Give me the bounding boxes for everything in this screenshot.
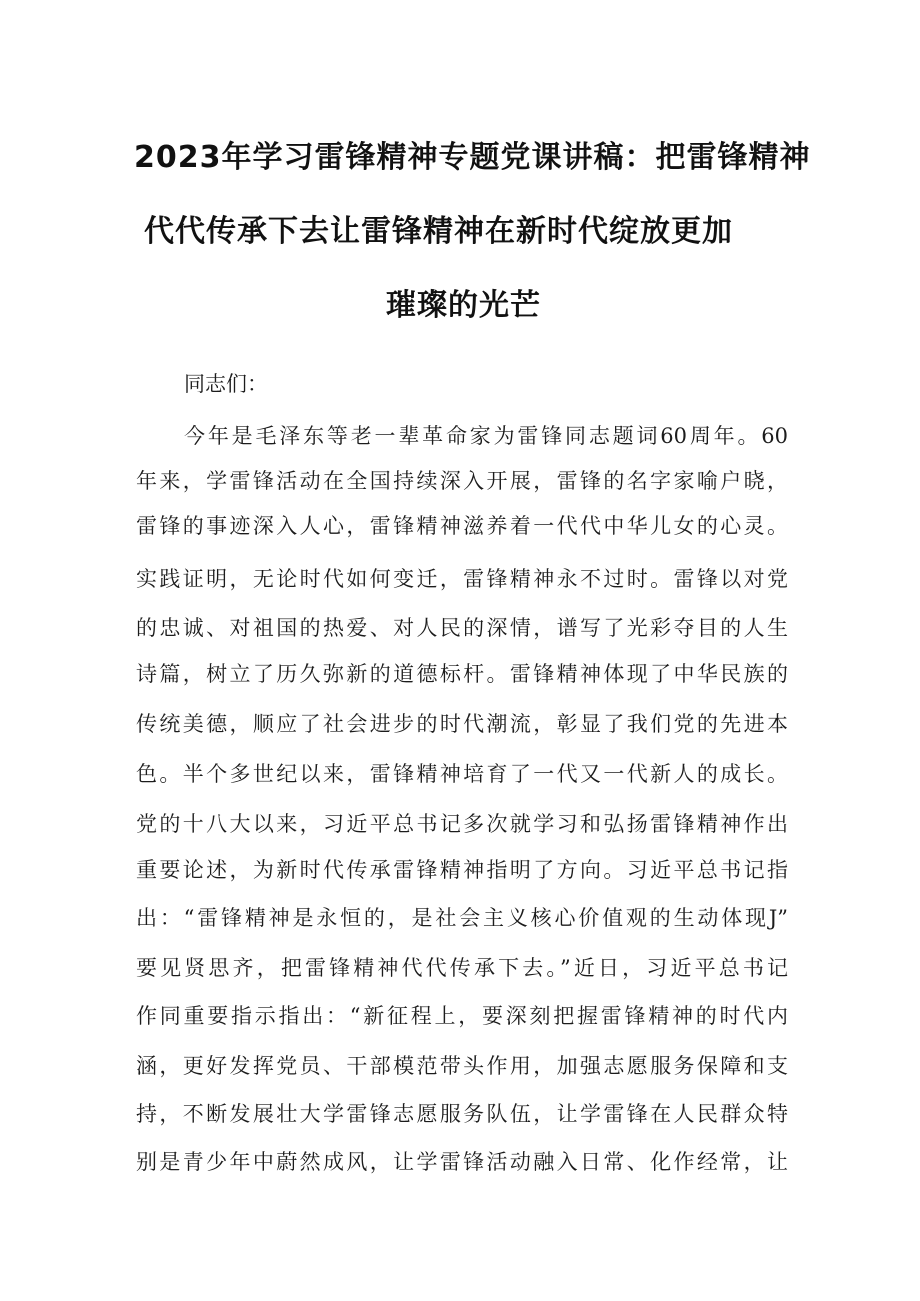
body-line: 涵，更好发挥党员、干部模范带头作用，加强志愿服务保障和支 <box>136 1054 788 1078</box>
body-line: 年来，学雷锋活动在全国持续深入开展，雷锋的名字家喻户晓， <box>136 469 788 493</box>
body-line: 实践证明，无论时代如何变迁，雷锋精神永不过时。雷锋以对党 <box>136 567 788 591</box>
body-line: 要见贤思齐，把雷锋精神代代传承下去。”近日，习近平总书记 <box>136 956 788 980</box>
body-line: 今年是毛泽东等老一辈革命家为雷锋同志题词60周年。60 <box>184 424 788 448</box>
body-line: 传统美德，顺应了社会进步的时代潮流，彰显了我们党的先进本 <box>136 712 788 736</box>
body-line: 别是青少年中蔚然成风，让学雷锋活动融入日常、化作经常，让 <box>136 1150 788 1174</box>
salutation: 同志们： <box>184 372 268 396</box>
document-title-line-3: 璀璨的光芒 <box>386 288 541 323</box>
body-line: 作同重要指示指出：“新征程上，要深刻把握雷锋精神的时代内 <box>136 1004 788 1028</box>
body-line: 色。半个多世纪以来，雷锋精神培育了一代又一代新人的成长。 <box>136 762 788 786</box>
body-line: 持，不断发展壮大学雷锋志愿服务队伍，让学雷锋在人民群众特 <box>136 1102 788 1126</box>
body-line: 的忠诚、对祖国的热爱、对人民的深情，谱写了光彩夺目的人生 <box>136 616 788 640</box>
body-line: 重要论述，为新时代传承雷锋精神指明了方向。习近平总书记指 <box>136 858 788 882</box>
document-title-line-2: 代代传承下去让雷锋精神在新时代绽放更加 <box>144 214 733 249</box>
body-line: 雷锋的事迹深入人心，雷锋精神滋养着一代代中华儿女的心灵。 <box>136 514 788 538</box>
body-line: 出：“雷锋精神是永恒的，是社会主义核心价值观的生动体现J” <box>136 906 788 930</box>
document-title-line-1: 2023年学习雷锋精神专题党课讲稿：把雷锋精神 <box>134 140 811 175</box>
body-line: 党的十八大以来，习近平总书记多次就学习和弘扬雷锋精神作出 <box>136 812 788 836</box>
body-line: 诗篇，树立了历久弥新的道德标杆。雷锋精神体现了中华民族的 <box>136 662 788 686</box>
